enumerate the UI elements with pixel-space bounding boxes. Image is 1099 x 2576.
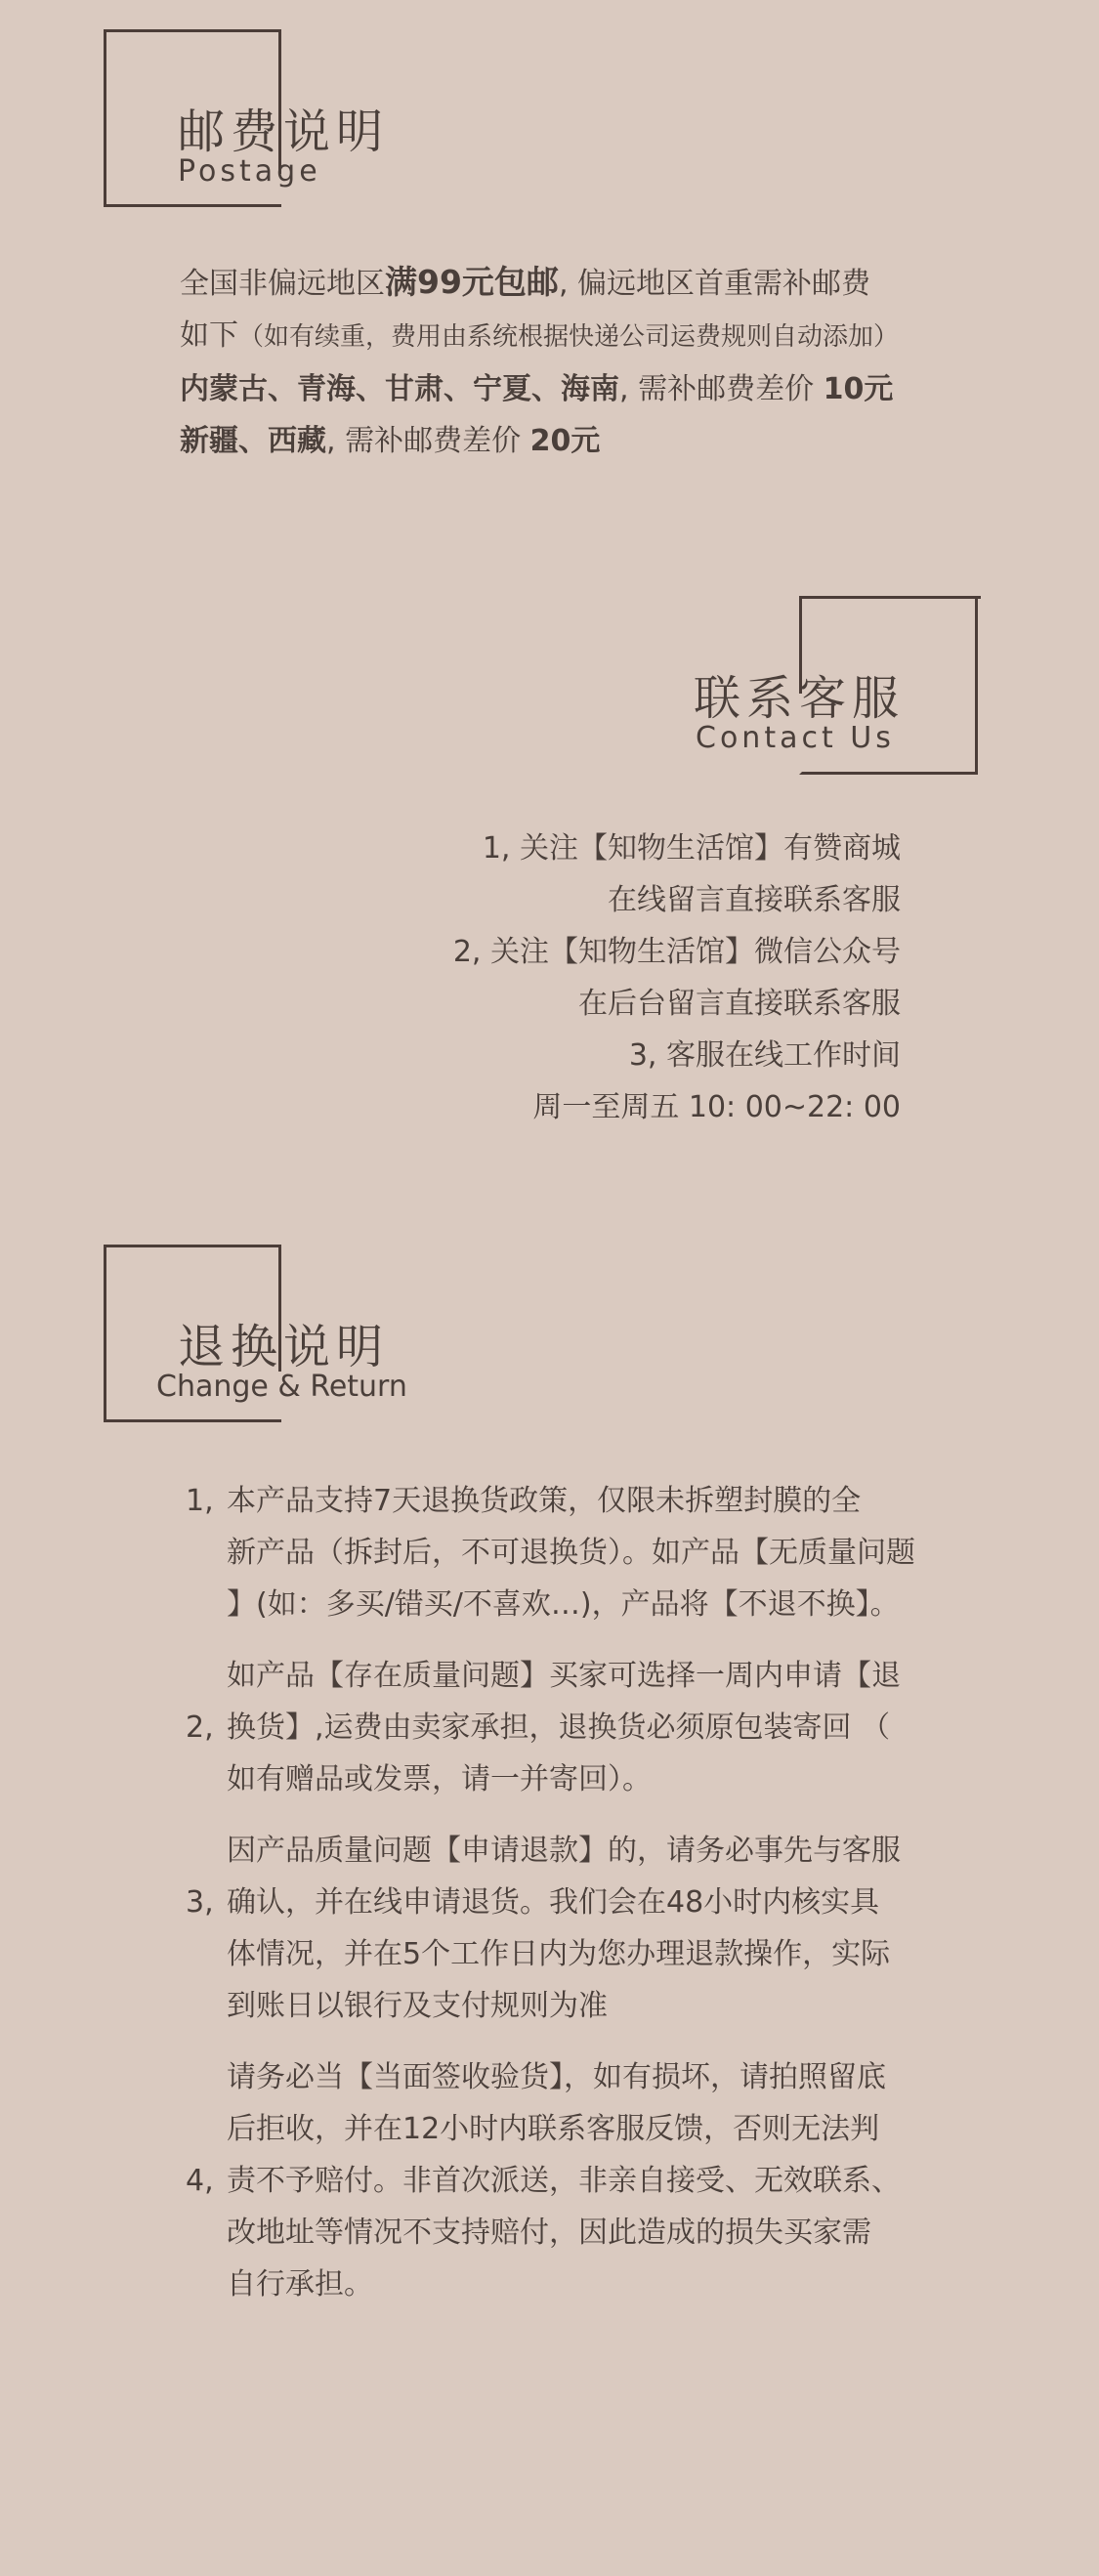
item-line: 体情况，并在5个工作日内为您办理退款操作，实际 — [227, 1937, 891, 1971]
postage-subtitle: Postage — [178, 154, 321, 189]
item-number: 2, — [186, 1710, 214, 1745]
postage-note: （如有续重，费用由系统根据快递公司运费规则自动添加） — [238, 322, 900, 352]
postage-text: 全国非偏远地区 — [180, 267, 385, 301]
contact-line: 1, 关注【知物生活馆】有赞商城 — [482, 831, 901, 866]
item-number: 1, — [186, 1484, 214, 1518]
contact-title: 联系客服 — [694, 671, 906, 726]
item-line: 如有赠品或发票，请一并寄回）。 — [227, 1762, 652, 1796]
frame-edge — [799, 596, 981, 599]
item-line: 自行承担。 — [227, 2267, 373, 2302]
contact-line: 周一至周五 10: 00~22: 00 — [532, 1090, 901, 1124]
surcharge-amount-1: 10元 — [823, 372, 894, 406]
frame-edge — [104, 1419, 281, 1422]
item-line: 新产品（拆封后，不可退换货）。如产品【无质量问题 — [227, 1536, 915, 1570]
item-line: 改地址等情况不支持赔付，因此造成的损失买家需 — [227, 2216, 871, 2250]
item-line: 本产品支持7天退换货政策，仅限未拆塑封膜的全 — [227, 1484, 862, 1518]
item-line: 责不予赔付。非首次派送，非亲自接受、无效联系、 — [227, 2164, 901, 2198]
surcharge-amount-2: 20元 — [529, 424, 601, 458]
free-shipping-highlight: 满99元包邮 — [385, 263, 559, 301]
item-line: 】(如：多买/错买/不喜欢…)，产品将【不退不换】。 — [227, 1587, 900, 1622]
postage-line — [180, 256, 961, 310]
postage-text: , 偏远地区首重需补邮费 — [558, 267, 871, 301]
item-line: 换货】,运费由卖家承担，退换货必须原包装寄回 （ — [227, 1710, 891, 1745]
postage-line — [180, 310, 961, 363]
postage-line — [180, 363, 961, 415]
return-item — [186, 2051, 909, 2310]
postage-title: 邮费说明 — [178, 105, 390, 159]
return-policy-list — [186, 1475, 915, 2330]
item-line: 到账日以银行及支付规则为准 — [227, 1989, 608, 2023]
return-item — [186, 1650, 909, 1805]
contact-line: 3, 客服在线工作时间 — [628, 1038, 901, 1073]
item-number: 4, — [186, 2164, 214, 2198]
postage-text: , 需补邮费差价 — [619, 372, 824, 406]
return-item — [186, 1825, 909, 2032]
item-line: 请务必当【当面签收验货】，如有损坏，请拍照留底 — [227, 2060, 886, 2094]
item-line: 如产品【存在质量问题】买家可选择一周内申请【退 — [227, 1659, 901, 1693]
contact-description — [315, 823, 901, 1133]
postage-description — [180, 256, 961, 467]
return-subtitle: Change & Return — [156, 1370, 407, 1404]
remote-regions-2: 新疆、西藏 — [180, 424, 326, 458]
contact-line: 在后台留言直接联系客服 — [578, 987, 901, 1021]
return-item — [186, 1475, 915, 1630]
contact-line: 2, 关注【知物生活馆】微信公众号 — [452, 935, 901, 969]
frame-edge — [104, 204, 281, 207]
postage-line — [180, 415, 961, 467]
postage-text: , 需补邮费差价 — [326, 424, 530, 458]
item-line: 因产品质量问题【申请退款】的，请务必事先与客服 — [227, 1834, 901, 1868]
contact-subtitle: Contact Us — [696, 721, 895, 755]
item-line: 确认，并在线申请退货。我们会在48小时内核实具 — [227, 1885, 880, 1920]
contact-line: 在线留言直接联系客服 — [608, 883, 901, 917]
item-number: 3, — [186, 1885, 214, 1920]
return-title: 退换说明 — [178, 1320, 390, 1374]
postage-text: 如下 — [180, 318, 238, 353]
item-line: 后拒收，并在12小时内联系客服反馈，否则无法判 — [227, 2112, 880, 2146]
remote-regions-1: 内蒙古、青海、甘肃、宁夏、海南 — [180, 372, 619, 406]
